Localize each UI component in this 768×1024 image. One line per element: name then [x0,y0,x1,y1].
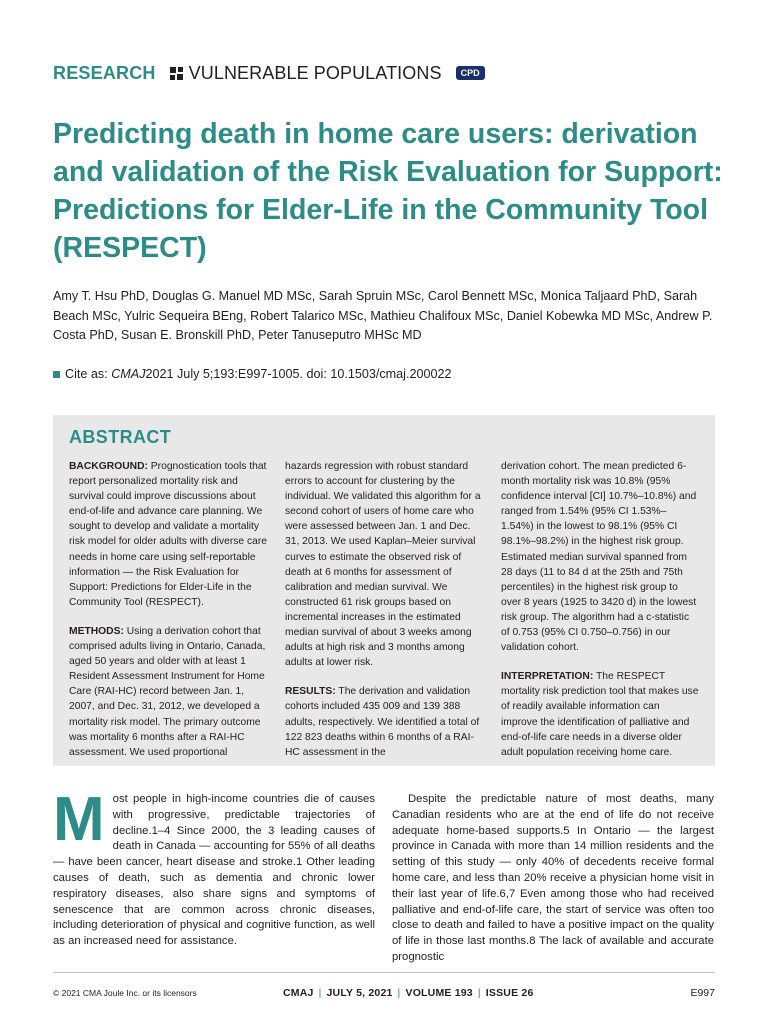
journal-info: CMAJ | JULY 5, 2021 | VOLUME 193 | ISSUE 26 [283,987,534,999]
footer-journal: CMAJ [283,987,314,999]
citation-details[interactable]: 2021 July 5;193:E997-1005. doi: 10.1503/cmaj.200022 [145,367,452,381]
background-text: Prognostication tools that report personalized mortality risk and survival could improve discussions about end-of-life and advance care planning. We sought to develop and validate a mortality risk model for older adults with diverse care needs in home care using self-reportable information — the Risk Evaluation for Support: Predictions for Elder-Life in the Community Tool (RESPECT). [69,461,268,608]
body-paragraph-1: ost people in high-income countries die of causes with progressive, predictable trajectories of decline.1–4 Since 2000, the 3 leading causes of death in Canada — accounting for 55% of all deaths — have been cancer, heart disease and stroke.1 Other leading causes of death, such as dementia and chronic lower respiratory diseases, also share signs and symptoms of senescence that are common across chronic diseases, including deterioration of physical and cognitive function, as well as an increased need for assistance. [53,793,375,948]
footer-issue: ISSUE 26 [485,987,534,999]
background-label: BACKGROUND: [69,461,148,472]
results-text: The derivation and validation cohorts included 435 009 and 139 388 adults, respectively. We identified a total of 122 823 deaths within 6 months of a RAI-HC assessment in the [285,686,480,758]
abstract-column-3 [501,459,699,774]
abstract-results [285,684,483,759]
abstract-heading: ABSTRACT [69,427,172,447]
body-column-right [392,792,714,966]
section-header [53,60,485,86]
author-list: Amy T. Hsu PhD, Douglas G. Manuel MD MSc, Sarah Spruin MSc, Carol Bennett MSc, Monica Taljaard PhD, Sarah Beach MSc, Yulric Sequeira BEng, Robert Talarico MSc, Mathieu Chalifoux MSc, Daniel Kobewka MD MSc, Andrew P. Costa PhD, Susan E. Bronskill PhD, Peter Tanuseputro MHSc MD [53,289,713,342]
abstract-methods [69,624,267,760]
abstract-column-2 [285,459,483,774]
footer-divider [53,972,715,973]
drop-cap: M [53,785,105,854]
body-paragraph-2: Despite the predictable nature of most deaths, many Canadian residents who are at the end of life do not receive adequate home-based supports.5 In Ontario — the largest province in Canada with more than 14 million residents and the setting of this study — only 40% of decedents receive formal home care, and less than 20% receive a physician home visit in their last year of life.6,7 Even among those who had received palliative and end-of-life care, the start of service was often too close to death and failed to have a positive impact on the quality of life in those last months.8 The lack of available and accurate prognostic [392,793,714,963]
results-continued: derivation cohort. The mean predicted 6-month mortality risk was 10.8% (95% confidence interval [CI] 10.7%–10.8%) and ranged from 1.54% (95% CI 1.53%–1.54%) in the lowest to 98.1% (95% CI 98.1%–98.2%) in the highest risk group. Estimated median survival spanned from 28 days (11 to 84 d at the 25th and 75th percentiles) in the highest risk group to over 8 years (1925 to 3420 d) in the lowest risk group. The algorithm had a c-statistic of 0.753 (95% CI 0.750–0.756) in our validation cohort. [501,461,697,654]
footer-volume: VOLUME 193 [405,987,473,999]
footer-date: JULY 5, 2021 [326,987,393,999]
article-title: Predicting death in home care users: derivation and validation of the Risk Evaluation for Support: Predictions for Elder-Life in the Community Tool (RESPECT) [53,118,723,264]
page-footer [53,988,715,1002]
abstract-box [53,415,715,766]
citation-square-icon [53,371,60,378]
citation-line [53,366,733,382]
body-column-left [53,785,375,950]
interpretation-text: The RESPECT mortality risk prediction tool that makes use of readily available information can improve the identification of palliative and end-of-life care needs in a diverse older adult population receiving home care. [501,671,699,758]
citation-prefix: Cite as: [65,367,108,381]
copyright-text: © 2021 CMA Joule Inc. or its licensors [53,988,197,998]
page-number: E997 [690,987,715,999]
interpretation-label: INTERPRETATION: [501,671,594,683]
methods-label: METHODS: [69,625,124,637]
methods-continued: hazards regression with robust standard errors to account for clustering by the individual. We validated this algorithm for a second cohort of users of home care who were assessed between Jan. 1 and Dec. 31, 2013. We used Kaplan–Meier survival curves to estimate the observed risk of death at 6 months for assessment of calibration and median survival. We constructed 61 risk groups based on incremental increases in the estimated median survival of about 3 weeks among adults at high risk and 3 months among adults at lower risk. [285,461,481,669]
methods-text: Using a derivation cohort that comprised adults living in Ontario, Canada, aged 50 years and older with at least 1 Resident Assessment Instrument for Home Care (RAI-HC) record between Jan. 1, 2007, and Dec. 31, 2012, we developed a mortality risk model. The primary outcome was mortality 6 months after a RAI-HC assessment. We used proportional [69,625,266,758]
section-label: RESEARCH [53,62,156,83]
citation-journal: CMAJ [111,367,146,381]
results-label: RESULTS: [285,686,336,698]
separator-squares-icon [170,67,183,80]
cpd-badge[interactable]: CPD [456,66,485,80]
abstract-interpretation [501,669,699,760]
abstract-column-1 [69,459,267,774]
abstract-background [69,459,267,610]
subsection-label: VULNERABLE POPULATIONS [188,62,442,83]
